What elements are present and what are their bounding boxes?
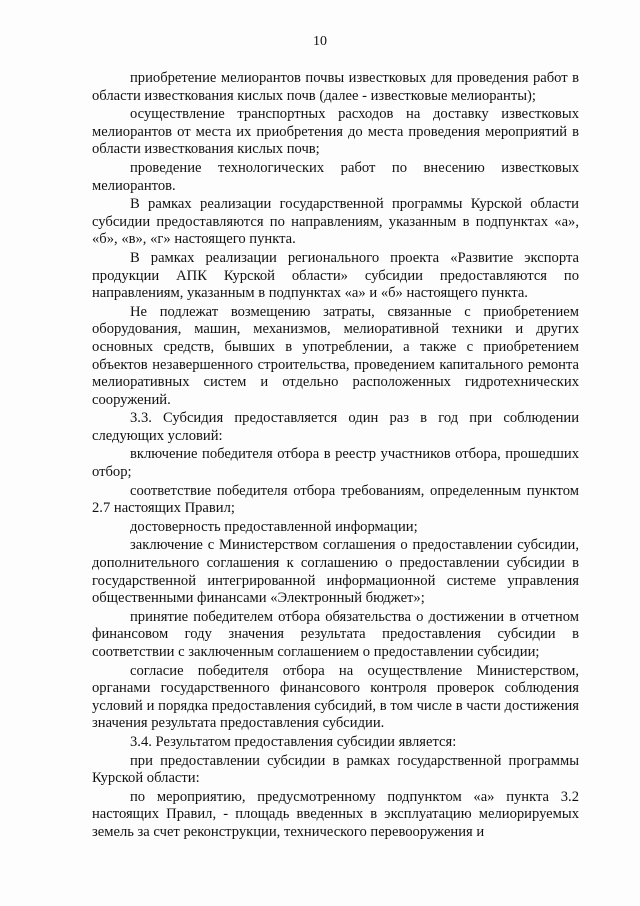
paragraph: 3.4. Результатом предоставления субсидии является: — [130, 733, 457, 750]
page-number: 10 — [313, 34, 327, 49]
paragraph: В рамках реализации регионального проекта «Развитие экспорта продукции АПК Курской области» субсидии предоставляются по направлениям, указанным в подпунктах «а» и «б» настоящего пункта. — [92, 249, 579, 302]
paragraph: 3.3. Субсидия предоставляется один раз в год при соблюдении следующих условий: — [92, 410, 579, 444]
paragraph: приобретение мелиорантов почвы известковых для проведения работ в области известкования кислых почв (далее - известковые мелиоранты); — [92, 70, 579, 104]
paragraph: Не подлежат возмещению затраты, связанные с приобретением оборудования, машин, механизмов, мелиоративной техники и других основных средств, бывших в употреблении, а также с приобретением объектов незавершенного строительства, проведением капитального ремонта мелиоративных систем и отдельно расположенных гидротехнических сооружений. — [92, 303, 579, 408]
paragraph: осуществление транспортных расходов на доставку известковых мелиорантов от места их приобретения до места проведения мероприятий в области известкования кислых почв; — [92, 106, 579, 158]
paragraph: В рамках реализации государственной программы Курской области субсидии предоставляются по направлениям, указанным в подпунктах «а», «б», «в», «г» настоящего пункта. — [92, 196, 579, 248]
paragraph: при предоставлении субсидии в рамках государственной программы Курской области: — [92, 752, 579, 787]
paragraph: соответствие победителя отбора требованиям, определенным пунктом 2.7 настоящих Правил; — [92, 482, 579, 517]
paragraph: заключение с Министерством соглашения о предоставлении субсидии, дополнительного соглашения к соглашению о предоставлении субсидии в государственной интегрированной информационной системе управления общественными финансами «Электронный бюджет»; — [92, 537, 579, 607]
document-body — [92, 70, 579, 843]
paragraph: проведение технологических работ по внесению известковых мелиорантов. — [92, 159, 579, 194]
paragraph: достоверность предоставленной информации; — [130, 518, 418, 535]
paragraph: принятие победителем отбора обязательства о достижении в отчетном финансовом году значения результата предоставления субсидии в соответствии с заключенным соглашением о предоставлении субсидии; — [92, 608, 579, 660]
paragraph: согласие победителя отбора на осуществление Министерством, органами государственного финансового контроля проверок соблюдения условий и порядка предоставления субсидий, в том числе в части достижения значения результата предоставления субсидии. — [92, 662, 579, 732]
paragraph: по мероприятию, предусмотренному подпунктом «а» пункта 3.2 настоящих Правил, - площадь введенных в эксплуатацию мелиорируемых земель за счет реконструкции, технического перевооружения и — [92, 788, 579, 840]
paragraph: включение победителя отбора в реестр участников отбора, прошедших отбор; — [92, 446, 579, 481]
